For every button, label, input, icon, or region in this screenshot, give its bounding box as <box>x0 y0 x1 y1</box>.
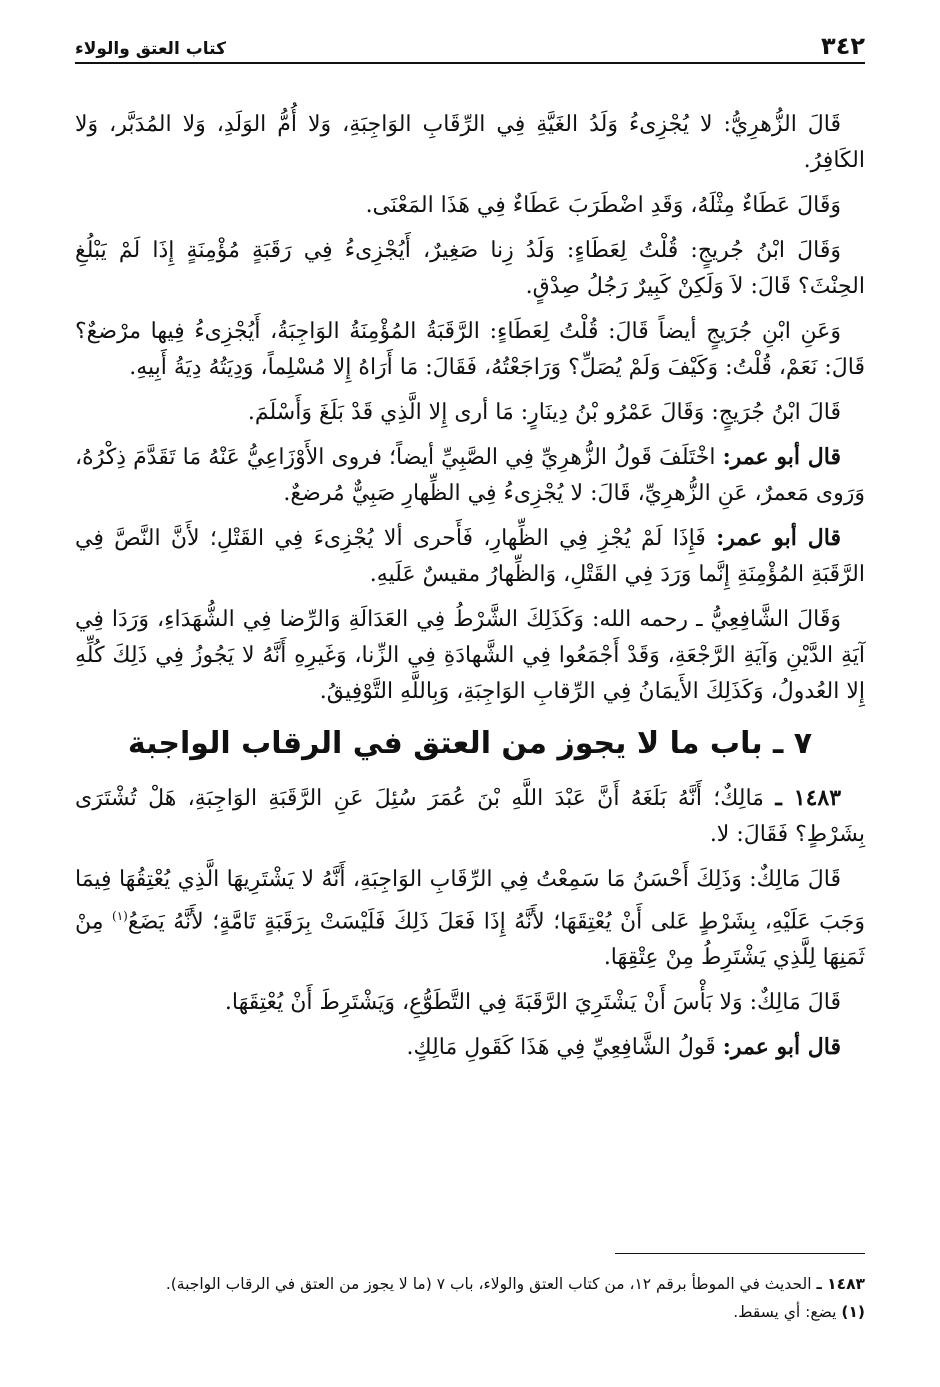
footnotes <box>75 1270 865 1326</box>
footnote-separator <box>615 1253 865 1254</box>
footnote: (١) يضع: أي يسقط. <box>733 1303 865 1321</box>
paragraph: وَقَالَ ابْنُ جُريجٍ: قُلْتُ لِعَطَاءٍ: وَلَدُ زِنا صَغِيرٌ، أَيُجْزِىءُ فِي رَقَبَةٍ مُؤْمِنَةٍ إِذَا لَمْ يَبْلُغِ الحِنْثَ؟ قَالَ: لاَ وَلَكِنْ كَبِيرٌ رَجُلُ صِدْقٍ. <box>75 238 865 299</box>
speaker-label: قال أبو عمر: <box>722 1034 841 1061</box>
paragraph: قال أبو عمر: قَولُ الشَّافِعِيِّ فِي هَذَا كَقَولِ مَالِكٍ. <box>406 1034 841 1061</box>
hadith-number: ١٤٨٣ ـ <box>775 785 842 811</box>
footnote-ref: (١) <box>112 909 128 923</box>
paragraph: وَقَالَ الشَّافِعِيُّ ـ رحمه الله: وَكَذَلِكَ الشَّرْطُ فِي العَدَالَةِ وَالرِّضا فِي الشُّهَدَاءِ، وَرَدَا فِي آيَةِ الدَّيْنِ وَآيَةِ الرَّجْعَةِ، وَقَدْ أَجْمَعُوا فِي الشَّهادَةِ فِي الزِّنا، وَغَيرِهِ أَنَّهُ لا يَجُوزُ فِي ذَلِكَ كُلِّهِ إِلا العُدولُ، وَكَذَلِكَ الأَيمَانُ فِي الرِّقابِ الوَاجِبَةِ، وَبِاللَّهِ التَّوْفِيقُ. <box>75 607 865 704</box>
running-header <box>75 30 865 64</box>
paragraph: قَالَ مَالِكٌ: وَلا بَأْسَ أَنْ يَشْتَرِيَ الرَّقَبَةَ فِي التَّطَوُّعِ، وَيَشْتَرِطَ أَنْ يُعْتِقَهَا. <box>224 990 841 1016</box>
hadith-paragraph: ١٤٨٣ ـ مَالِكٌ؛ أَنَّهُ بَلَغَهُ أَنَّ عَبْدَ اللَّهِ بْنَ عُمَرَ سُئِلَ عَنِ الرَّقَبَةِ الوَاجِبَةِ، هَلْ تُشْتَرَى بِشَرْطٍ؟ فَقَالَ: لا. <box>75 785 865 847</box>
book-page <box>75 30 865 1370</box>
book-title: كتاب العتق والولاء <box>75 39 226 59</box>
paragraph: قَالَ مَالِكٌ: وَذَلِكَ أَحْسَنُ مَا سَمِعْتُ فِي الرِّقَابِ الوَاجِبَةِ، أَنَّهُ لا يَشْتَرِيهَا الَّذِي يُعْتِقُهَا فِيمَا وَجَبَ عَلَيْهِ، بِشَرْطٍ عَلى أَنْ يُعْتِقَهَا؛ لأَنَّهُ إِذَا فَعَلَ ذَلِكَ فَلَيْسَتْ بِرَقَبَةٍ تَامَّةٍ؛ لأَنَّهُ يَضَعُ$^{(١)}$ مِنْ ثَمَنِهَا لِلَّذِي يَشْتَرِطُ مِنْ عِتْقِهَا. <box>75 867 865 971</box>
paragraph: قَالَ الزُّهرِيُّ: لا يُجْزِىءُ وَلَدُ الغَيَّةِ فِي الرِّقَابِ الوَاجِبَةِ، وَلا أُمُّ الوَلَدِ، وَلا المُدَبَّر، وَلا الكَافِرُ. <box>75 112 865 173</box>
section-heading: ٧ ـ باب ما لا يجوز من العتق في الرقاب الواجبة <box>127 726 813 761</box>
speaker-label: قال أبو عمر: <box>716 525 841 551</box>
paragraph: وَقَالَ عَطَاءٌ مِثْلَهُ، وَقَدِ اضْطَرَبَ عَطَاءٌ فِي هَذَا المَعْنَى. <box>365 193 841 218</box>
paragraph: قَالَ ابْنُ جُرَيجٍ: وَقَالَ عَمْرُو بْنُ دِينَارٍ: مَا أرى إِلا الَّذِي قَدْ بَلَغَ وَأَسْلَمَ. <box>247 400 841 425</box>
paragraph: قال أبو عمر: اخْتَلَفَ قَولُ الزُّهرِيِّ فِي الصَّبِيِّ أيضاً؛ فروى الأَوْزَاعِيُّ عَنْهُ مَا تَقَدَّمَ ذِكْرُهُ، وَرَوى مَعمرٌ، عَنِ الزُّهرِيِّ، قَالَ: لا يُجْزِىءُ فِي الظِّهارِ صَبِيٌّ مُرضعٌ. <box>75 444 865 506</box>
footnote: ١٤٨٣ ـ الحديث في الموطأ برقم ١٢، من كتاب العتق والولاء، باب ٧ (ما لا يجوز من العتق في الرقاب الواجبة). <box>165 1275 865 1293</box>
main-text <box>75 106 865 1066</box>
paragraph: قال أبو عمر: فَإِذَا لَمْ يُجْزِ فِي الظِّهارِ، فَأَحرى ألا يُجْزِىءَ فِي القَتْلِ؛ لأَنَّ النَّصَّ فِي الرَّقَبَةِ المُؤْمِنَةِ إِنَّما وَرَدَ فِي القَتْلِ، وَالظِّهارُ مقيسٌ عَلَيهِ. <box>75 525 865 587</box>
speaker-label: قال أبو عمر: <box>722 444 841 470</box>
page-number: ٣٤٢ <box>821 32 865 60</box>
paragraph: وَعَنِ ابْنِ جُرَيجٍ أيضاً قَالَ: قُلْتُ لِعَطَاءٍ: الرَّقَبَةُ المُؤْمِنَةُ الوَاجِبَةُ، أَيُجْزِىءُ فِيها مرْضعٌ؟ قَالَ: نَعَمْ، قُلْتُ: وَكَيْفَ وَلَمْ يُصَلِّ؟ وَرَاجَعْتُهُ، فَقَالَ: مَا أَرَاهُ إِلا مُسْلِماً، وَدِيَتُهُ دِيَةُ أَبِيهِ. <box>75 319 865 380</box>
